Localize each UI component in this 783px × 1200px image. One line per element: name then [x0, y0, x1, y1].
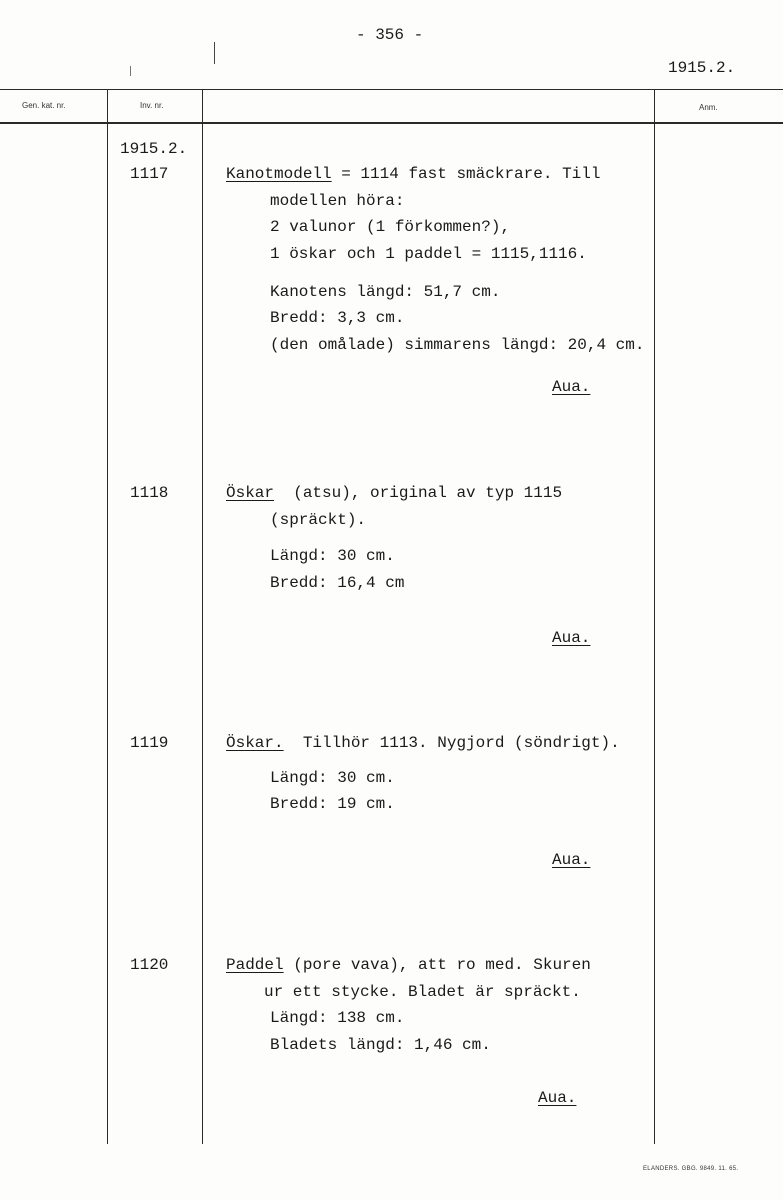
- entry-title-rest: (atsu), original av typ 1115: [274, 484, 563, 502]
- entry-title: Kanotmodell: [226, 165, 332, 183]
- entry-number: 1119: [130, 734, 169, 752]
- entry-title: Öskar: [226, 484, 275, 502]
- year-label: 1915.2.: [120, 140, 188, 158]
- entry-line: Bladets längd: 1,46 cm.: [270, 1036, 491, 1054]
- column-divider-text-anm: [654, 90, 655, 1144]
- entry-title-line: [226, 485, 562, 501]
- entry-title-rest: Tillhör 1113. Nygjord (söndrigt).: [283, 734, 620, 752]
- printer-mark: ELANDERS. GBG. 9849. 11. 65.: [643, 1166, 739, 1172]
- table-header-rule: [0, 122, 783, 124]
- column-divider-inv-text: [202, 90, 203, 1144]
- entry-title-line: [226, 735, 620, 751]
- column-header-gen-kat-nr: Gen. kat. nr.: [22, 101, 66, 110]
- entry-signature: Aua.: [552, 629, 591, 647]
- entry-signature: Aua.: [538, 1089, 577, 1107]
- entry-title-line: [226, 957, 591, 973]
- page-number: - 356 -: [356, 26, 424, 44]
- entry-line: (den omålade) simmarens längd: 20,4 cm.: [270, 336, 645, 354]
- entry-line: Längd: 30 cm.: [270, 547, 395, 565]
- entry-line: Bredd: 3,3 cm.: [270, 309, 405, 327]
- column-header-anm: Anm.: [699, 103, 718, 112]
- header-date: 1915.2.: [668, 59, 736, 77]
- entry-line: (spräckt).: [270, 511, 367, 529]
- entry-line: modellen höra:: [270, 192, 405, 210]
- table-top-rule: [0, 89, 783, 90]
- entry-title: Öskar.: [226, 734, 284, 752]
- entry-title-rest: = 1114 fast smäckrare. Till: [331, 165, 601, 183]
- entry-line: Längd: 30 cm.: [270, 769, 395, 787]
- entry-title-rest: (pore vava), att ro med. Skuren: [283, 956, 591, 974]
- entry-title: Paddel: [226, 956, 284, 974]
- entry-line: Kanotens längd: 51,7 cm.: [270, 283, 501, 301]
- entry-line: ur ett stycke. Bladet är spräckt.: [264, 983, 581, 1001]
- entry-line: Bredd: 16,4 cm: [270, 574, 405, 592]
- entry-line: 2 valunor (1 förkommen?),: [270, 218, 511, 236]
- entry-line: Bredd: 19 cm.: [270, 795, 395, 813]
- entry-number: 1120: [130, 956, 169, 974]
- entry-number: 1118: [130, 484, 169, 502]
- entry-title-line: [226, 166, 600, 182]
- column-divider-gen-inv: [107, 90, 108, 1144]
- column-header-inv-nr: Inv. nr.: [140, 101, 164, 110]
- entry-signature: Aua.: [552, 851, 591, 869]
- entry-line: Längd: 138 cm.: [270, 1009, 405, 1027]
- entry-signature: Aua.: [552, 378, 591, 396]
- scan-mark: [214, 42, 215, 64]
- scan-mark: [130, 66, 131, 76]
- entry-line: 1 öskar och 1 paddel = 1115,1116.: [270, 245, 587, 263]
- entry-number: 1117: [130, 165, 169, 183]
